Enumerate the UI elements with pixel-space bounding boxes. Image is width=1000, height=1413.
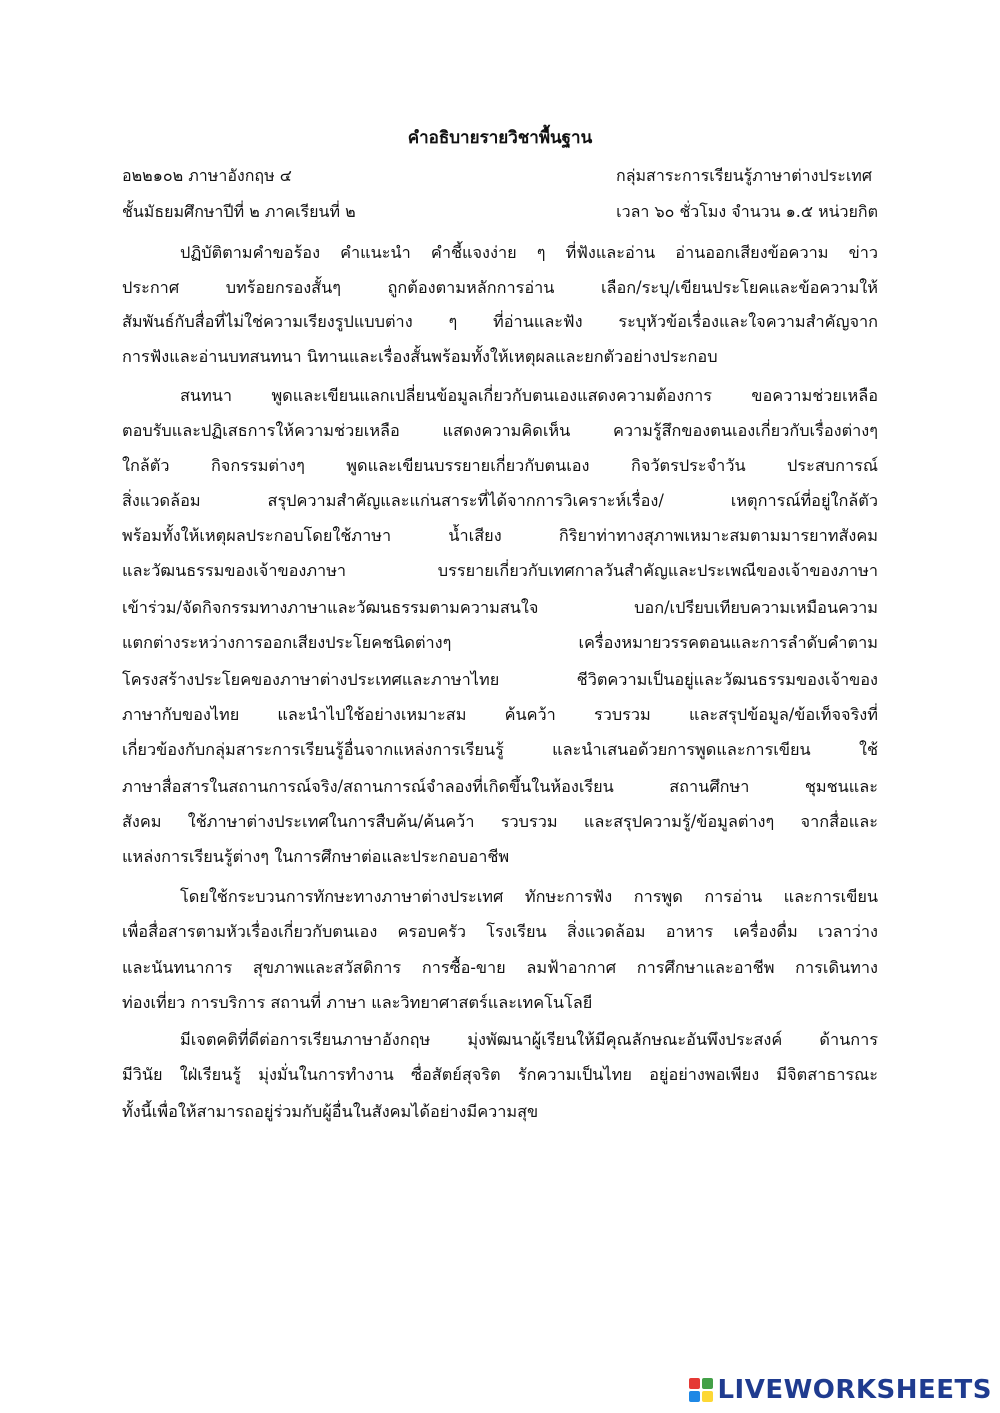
paragraph-line: ภาษาสื่อสารในสถานการณ์จริง/สถานการณ์จำลองที่เกิดขึ้นในห้องเรียน สถานศึกษา ชุมชนและ (122, 777, 878, 796)
paragraph-line: ประกาศ บทร้อยกรองสั้นๆ ถูกต้องตามหลักการอ่าน เลือก/ระบุ/เขียนประโยคและข้อความให้ (122, 278, 878, 297)
paragraph-line: โดยใช้กระบวนการทักษะทางภาษาต่างประเทศ ทักษะการฟัง การพูด การอ่าน และการเขียน (180, 887, 878, 906)
paragraph-line: ตอบรับและปฏิเสธการให้ความช่วยเหลือ แสดงความคิดเห็น ความรู้สึกของตนเองเกี่ยวกับเรื่องต่างๆ (122, 421, 878, 440)
paragraph-line: มีวินัย ใฝ่เรียนรู้ มุ่งมั่นในการทำงาน ซื่อสัตย์สุจริต รักความเป็นไทย อยู่อย่างพอเพียง มีจิตสาธารณะ (122, 1065, 878, 1084)
paragraph-line: พร้อมทั้งให้เหตุผลประกอบโดยใช้ภาษา น้ำเสียง กิริยาท่าทางสุภาพเหมาะสมตามมารยาทสังคม (122, 526, 878, 545)
paragraph-line: แตกต่างระหว่างการออกเสียงประโยคชนิดต่างๆ เครื่องหมายวรรคตอนและการลำดับคำตาม (122, 633, 878, 652)
paragraph-line: ภาษากับของไทย และนำไปใช้อย่างเหมาะสม ค้นคว้า รวบรวม และสรุปข้อมูล/ข้อเท็จจริงที่ (122, 705, 878, 724)
logo-text: LIVEWORKSHEETS (717, 1375, 992, 1405)
paragraph-line: การฟังและอ่านบทสนทนา นิทานและเรื่องสั้นพร้อมทั้งให้เหตุผลและยกตัวอย่างประกอบ (122, 347, 718, 366)
document-title: คำอธิบายรายวิชาพื้นฐาน (407, 128, 593, 148)
paragraph-line: สังคม ใช้ภาษาต่างประเทศในการสืบค้น/ค้นคว้า รวบรวม และสรุปความรู้/ข้อมูลต่างๆ จากสื่อและ (122, 812, 878, 831)
paragraph-line: โครงสร้างประโยคของภาษาต่างประเทศและภาษาไทย ชีวิตความเป็นอยู่และวัฒนธรรมของเจ้าของ (122, 670, 878, 689)
paragraph-line: และนันทนาการ สุขภาพและสวัสดิการ การซื้อ-ขาย ลมฟ้าอากาศ การศึกษาและอาชีพ การเดินทาง (122, 958, 878, 977)
paragraph-line: สัมพันธ์กับสื่อที่ไม่ใช่ความเรียงรูปแบบต่าง ๆ ที่อ่านและฟัง ระบุหัวข้อเรื่องและใจความสำคัญจาก (122, 312, 878, 331)
grade-semester: ชั้นมัธยมศึกษาปีที่ ๒ ภาคเรียนที่ ๒ (122, 202, 356, 221)
time-credits: เวลา ๖๐ ชั่วโมง จำนวน ๑.๕ หน่วยกิต (616, 202, 878, 221)
course-code-name: อ๒๒๑๐๒ ภาษาอังกฤษ ๔ (122, 166, 292, 185)
paragraph-line: ทั้งนี้เพื่อให้สามารถอยู่ร่วมกับผู้อื่นในสังคมได้อย่างมีความสุข (122, 1102, 539, 1121)
learning-group: กลุ่มสาระการเรียนรู้ภาษาต่างประเทศ (616, 166, 872, 185)
paragraph-line: และวัฒนธรรมของเจ้าของภาษา บรรยายเกี่ยวกับเทศกาลวันสำคัญและประเพณีของเจ้าของภาษา (122, 561, 878, 580)
paragraph-line: สิ่งแวดล้อม สรุปความสำคัญและแก่นสาระที่ได้จากการวิเคราะห์เรื่อง/ เหตุการณ์ที่อยู่ใกล้ตัว (122, 491, 878, 510)
paragraph-line: เข้าร่วม/จัดกิจกรรมทางภาษาและวัฒนธรรมตามความสนใจ บอก/เปรียบเทียบความเหมือนความ (122, 598, 878, 617)
paragraph-line: สนทนา พูดและเขียนแลกเปลี่ยนข้อมูลเกี่ยวกับตนเองแสดงความต้องการ ขอความช่วยเหลือ (180, 386, 878, 405)
paragraph-line: ใกล้ตัว กิจกรรมต่างๆ พูดและเขียนบรรยายเกี่ยวกับตนเอง กิจวัตรประจำวัน ประสบการณ์ (122, 456, 878, 475)
paragraph-line: แหล่งการเรียนรู้ต่างๆ ในการศึกษาต่อและประกอบอาชีพ (122, 847, 510, 866)
paragraph-line: ปฏิบัติตามคำขอร้อง คำแนะนำ คำชี้แจงง่าย ๆ ที่ฟังและอ่าน อ่านออกเสียงข้อความ ข่าว (180, 243, 878, 262)
liveworksheets-logo (689, 1375, 992, 1405)
logo-mark-icon (689, 1378, 713, 1402)
paragraph-line: ท่องเที่ยว การบริการ สถานที่ ภาษา และวิทยาศาสตร์และเทคโนโลยี (122, 993, 593, 1012)
paragraph-line: เกี่ยวข้องกับกลุ่มสาระการเรียนรู้อื่นจากแหล่งการเรียนรู้ และนำเสนอด้วยการพูดและการเขียน ใช้ (122, 740, 878, 759)
paragraph-line: มีเจตคติที่ดีต่อการเรียนภาษาอังกฤษ มุ่งพัฒนาผู้เรียนให้มีคุณลักษณะอันพึงประสงค์ ด้านการ (180, 1030, 878, 1049)
paragraph-line: เพื่อสื่อสารตามหัวเรื่องเกี่ยวกับตนเอง ครอบครัว โรงเรียน สิ่งแวดล้อม อาหาร เครื่องดื่ม เวลาว่าง (122, 922, 878, 941)
